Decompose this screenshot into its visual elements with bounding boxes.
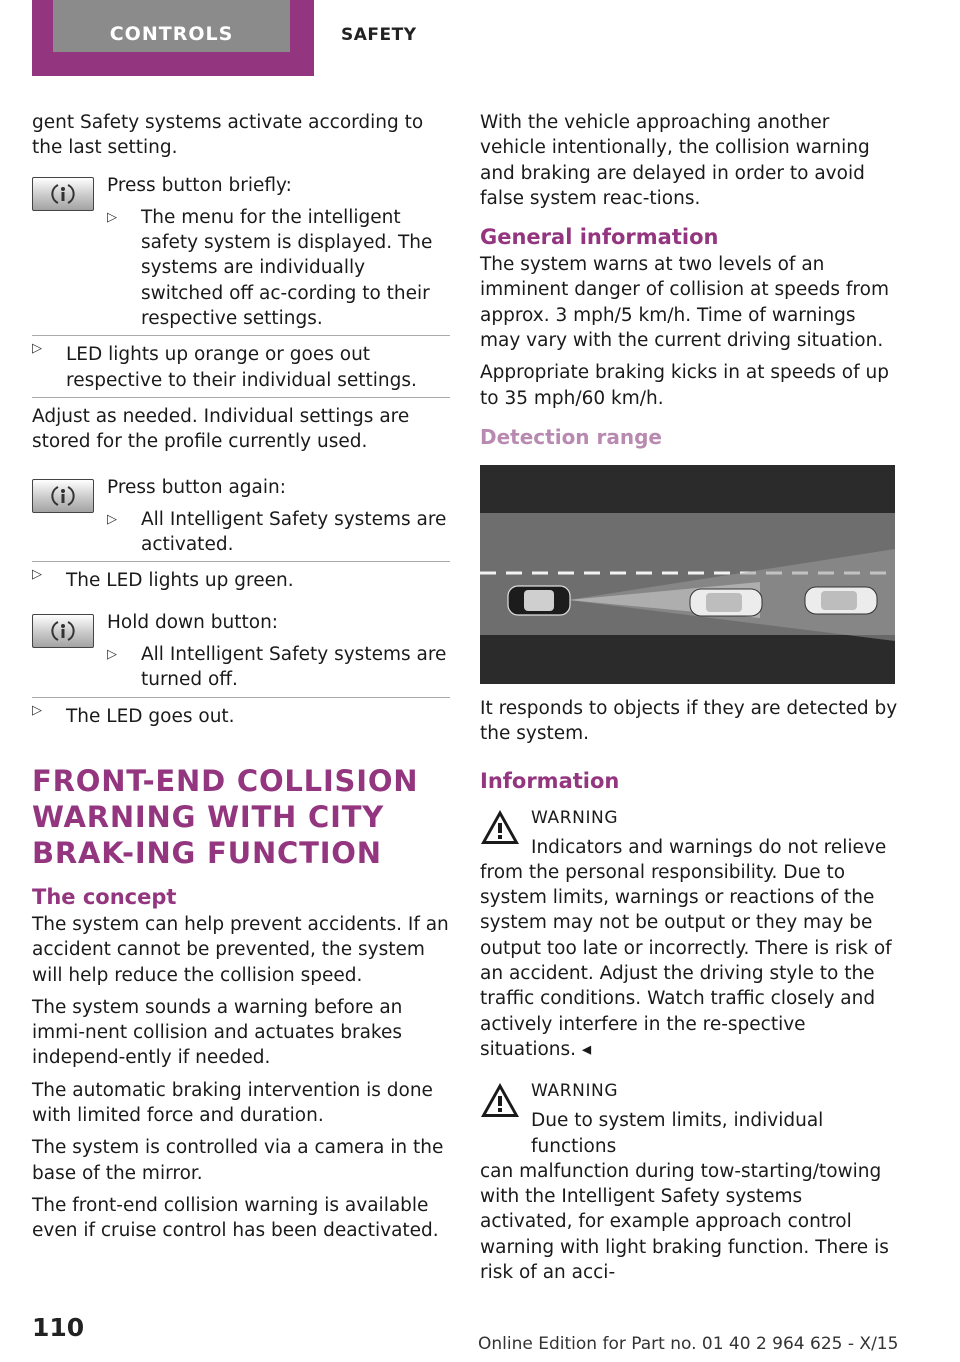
right-column [480,110,898,1285]
safety-button-image [32,177,94,211]
bullet-triangle-icon: ▷ [32,567,42,583]
bullet-triangle-icon: ▷ [107,209,117,225]
bullet-triangle-icon: ▷ [107,647,117,663]
warning-text: from the personal responsibility. Due to system limits, warnings or reactions of the system may not be output or they may be output too late or incorrectly. There is risk of an accident. Adjust the driving style to the traffic conditions. Watch traffic closely and actively interfere in the re-spective situations. ◂ [480,861,892,1060]
list-item: ▷ All Intelligent Safety systems are turned off. [107,644,447,691]
step-label: Press button again: [107,476,286,498]
paragraph: Appropriate braking kicks in at speeds of up to 35 mph/60 km/h. [480,362,889,409]
paragraph: The system warns at two levels of an imminent danger of collision at speeds from approx. 3 mph/5 km/h. Time of warnings may vary with the current driving situation. [480,254,889,352]
footer-edition: Online Edition for Part no. 01 40 2 964 625 - X/15 [478,1334,899,1354]
section-title: FRONT-END COLLISION WARNING WITH CITY BRAK-ING FUNCTION [32,763,419,870]
list-item: ▷ All Intelligent Safety systems are activated. [107,508,447,556]
safety-button-image [32,479,94,513]
paragraph: The front-end collision warning is available even if cruise control has been deactivated. [32,1194,439,1242]
adjust-text: Adjust as needed. Individual settings are stored for the profile currently used. [32,397,450,455]
left-column [32,110,450,1251]
list-item: ▷ LED lights up orange or goes out respective to their individual settings. [32,335,450,393]
warning-icon [480,1082,520,1118]
detection-heading: Detection range [480,424,662,449]
warning-title: WARNING [531,1081,619,1102]
safety-button-icon [50,483,76,509]
paragraph: The automatic braking intervention is done with limited force and duration. [32,1079,433,1127]
intro-text: With the vehicle approaching another vehicle intentionally, the collision warning and braking are delayed in order to avoid false system reac-tions. [480,112,870,209]
step-label: Hold down button: [107,611,279,633]
list-item: ▷ The LED goes out. [32,697,450,729]
information-heading: Information [480,768,620,793]
list-item: ▷ The menu for the intelligent safety system is displayed. The systems are individually switched off ac-cording to their respective settings. [107,206,433,330]
concept-heading: The concept [32,884,177,909]
warning-title: WARNING [531,807,619,828]
header-tab-controls: CONTROLS [53,0,290,52]
safety-button-image [32,614,94,648]
warning-block [480,1080,898,1285]
warning-icon [480,809,520,845]
warning-text-first: Indicators and warnings do not relieve [531,836,887,858]
list-item: ▷ The LED lights up green. [32,561,450,593]
paragraph: It responds to objects if they are detected by the system. [480,697,898,745]
bullet-triangle-icon: ▷ [107,511,117,527]
vehicle-ahead-icon [690,589,762,616]
ego-car-icon [508,586,570,615]
warning-text: can malfunction during tow-starting/towing with the Intelligent Safety systems activated, for example approach control warning with light braking function. There is risk of an acci- [480,1160,889,1284]
warning-block [480,807,898,1063]
detection-range-diagram [480,465,895,684]
step-press-again [32,475,450,558]
warning-text-first: Due to system limits, individual functions [531,1110,824,1157]
paragraph: The system is controlled via a camera in the base of the mirror. [32,1137,444,1184]
vehicle-far-icon [805,587,877,614]
header-section-safety: SAFETY [341,25,417,45]
general-heading: General information [480,225,719,250]
step-press-briefly [32,173,450,332]
safety-button-icon [50,181,76,207]
bullet-triangle-icon: ▷ [32,702,42,718]
paragraph: The system can help prevent accidents. If an accident cannot be prevented, the system will help reduce the collision speed. [32,913,449,986]
step-label: Press button briefly: [107,174,292,196]
page-number: 110 [32,1313,85,1342]
safety-button-icon [50,618,76,644]
bullet-triangle-icon: ▷ [32,341,42,357]
paragraph: The system sounds a warning before an immi-nent collision and actuates brakes independ-ently if needed. [32,996,403,1069]
intro-text: gent Safety systems activate according to the last setting. [32,112,424,159]
step-hold-down [32,610,450,693]
